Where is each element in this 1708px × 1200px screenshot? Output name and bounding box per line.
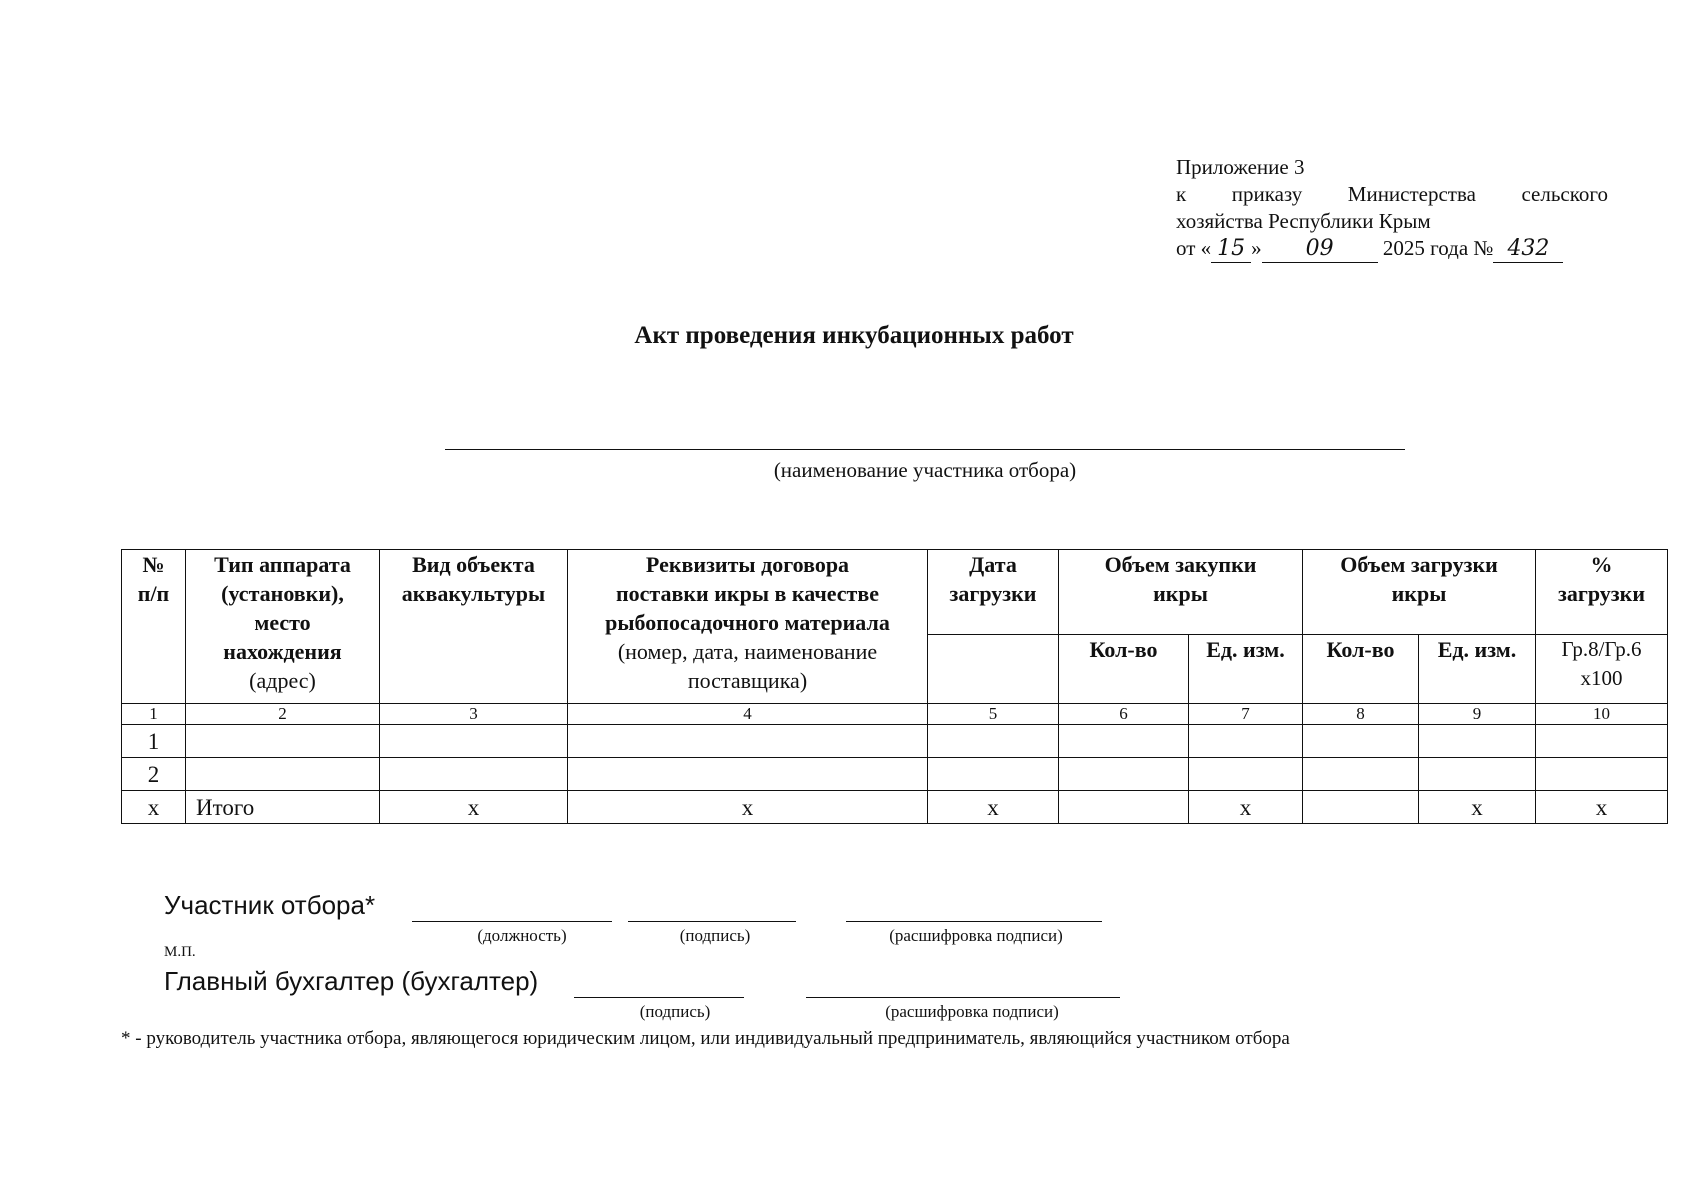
table-cell: x — [1189, 791, 1303, 824]
appendix-ministry: хозяйства Республики Крым — [1176, 209, 1431, 233]
header-text: нахождения — [223, 639, 342, 664]
table-cell: x — [380, 791, 568, 824]
total-label: Итого — [186, 791, 380, 824]
column-number: 4 — [568, 704, 928, 725]
decode-caption: (расшифровка подписи) — [889, 926, 1063, 945]
participant-label: Участник отбора* — [164, 890, 376, 920]
header-text: (номер, дата, наименование поставщика) — [617, 639, 878, 693]
table-cell: x — [568, 791, 928, 824]
table-cell — [1059, 791, 1189, 824]
accountant-signature-line — [574, 997, 744, 998]
table-cell: x — [122, 791, 186, 824]
table-cell — [1536, 725, 1668, 758]
table-row — [122, 758, 1668, 791]
appendix-word: сельского — [1521, 182, 1608, 206]
handwritten-order-number: 432 — [1493, 235, 1563, 263]
table-cell — [1059, 758, 1189, 791]
column-number: 6 — [1059, 704, 1189, 725]
header-text: поставки икры в качестве — [615, 581, 879, 606]
header-load-date — [928, 550, 1059, 635]
header-text: Объем загрузки — [1340, 552, 1498, 577]
stamp-place: М.П. — [164, 944, 196, 960]
date-mid: » — [1251, 236, 1262, 260]
header-qty-purchase: Кол-во — [1059, 635, 1189, 704]
total-row — [122, 791, 1668, 824]
footnote: * - руководитель участника отбора, являющегося юридическим лицом, или индивидуальный предприниматель, являющийся участником отбора — [121, 1028, 1290, 1049]
table-cell: x — [928, 791, 1059, 824]
header-text: загрузки — [1558, 581, 1645, 606]
header-load-percent — [1536, 550, 1668, 635]
column-number: 9 — [1419, 704, 1536, 725]
table-cell — [928, 725, 1059, 758]
table-cell — [928, 758, 1059, 791]
table-cell — [1059, 725, 1189, 758]
header-purchase-volume — [1059, 550, 1303, 635]
appendix-word: к — [1176, 182, 1187, 206]
header-aquaculture-type — [380, 550, 568, 704]
table-cell — [568, 725, 928, 758]
header-unit-purchase: Ед. изм. — [1189, 635, 1303, 704]
header-text: (установки), — [221, 581, 344, 606]
participant-name-caption: (наименование участника отбора) — [773, 458, 1077, 482]
accountant-decode-caption: (расшифровка подписи) — [885, 1002, 1059, 1021]
table-cell — [380, 758, 568, 791]
header-text: Тип аппарата — [214, 552, 351, 577]
header-text: Вид объекта — [412, 552, 535, 577]
header-number — [122, 550, 186, 704]
handwritten-day: 15 — [1211, 235, 1251, 263]
year-text: 2025 года № — [1382, 236, 1494, 260]
table-cell: x — [1419, 791, 1536, 824]
document-title: Акт проведения инкубационных работ — [634, 322, 1074, 349]
header-text: Реквизиты договора — [645, 552, 850, 577]
header-text: (адрес) — [249, 668, 316, 693]
table-cell — [1303, 758, 1419, 791]
column-number: 7 — [1189, 704, 1303, 725]
column-number: 8 — [1303, 704, 1419, 725]
signature-caption: (подпись) — [679, 926, 751, 945]
appendix-block — [1176, 154, 1608, 263]
table-cell — [1303, 725, 1419, 758]
column-number: 3 — [380, 704, 568, 725]
accountant-decode-line — [806, 997, 1120, 998]
column-number: 2 — [186, 704, 380, 725]
header-text: % — [1590, 552, 1613, 577]
header-text: икры — [1391, 581, 1447, 606]
header-row-top — [122, 550, 1668, 635]
table-cell: x — [1536, 791, 1668, 824]
signature-line — [628, 921, 796, 922]
participant-name-line — [445, 449, 1405, 450]
header-text: загрузки — [949, 581, 1037, 606]
table-cell — [1189, 758, 1303, 791]
header-text: Объем закупки — [1104, 552, 1257, 577]
table-cell — [1419, 758, 1536, 791]
date-prefix: от « — [1176, 236, 1212, 260]
header-load-volume — [1303, 550, 1536, 635]
handwritten-month: 09 — [1262, 235, 1378, 263]
header-apparatus-type — [186, 550, 380, 704]
position-line — [412, 921, 612, 922]
table-cell — [186, 758, 380, 791]
table-cell — [1419, 725, 1536, 758]
header-empty-cell — [928, 635, 1059, 704]
table-cell: 1 — [122, 725, 186, 758]
header-text: № — [142, 552, 165, 577]
header-qty-load: Кол-во — [1303, 635, 1419, 704]
header-formula: Гр.8/Гр.6 х100 — [1536, 635, 1668, 704]
header-text: Дата — [969, 552, 1017, 577]
table-cell — [186, 725, 380, 758]
column-number: 5 — [928, 704, 1059, 725]
table-cell: 2 — [122, 758, 186, 791]
column-number-row — [122, 704, 1668, 725]
header-text: рыбопосадочного материала — [605, 610, 890, 635]
appendix-word: Министерства — [1347, 182, 1476, 206]
appendix-number: Приложение 3 — [1176, 155, 1305, 179]
header-text: п/п — [137, 581, 170, 606]
position-caption: (должность) — [477, 926, 567, 945]
decode-line — [846, 921, 1102, 922]
appendix-word: приказу — [1231, 182, 1303, 206]
accountant-signature-caption: (подпись) — [639, 1002, 711, 1021]
table-cell — [1189, 725, 1303, 758]
header-text: место — [254, 610, 311, 635]
table-cell — [1536, 758, 1668, 791]
table-row — [122, 725, 1668, 758]
table-cell — [1303, 791, 1419, 824]
table-cell — [380, 725, 568, 758]
header-text: икры — [1153, 581, 1208, 606]
appendix-date-line — [1176, 235, 1608, 263]
column-number: 10 — [1536, 704, 1668, 725]
table-cell — [568, 758, 928, 791]
header-unit-load: Ед. изм. — [1419, 635, 1536, 704]
incubation-table — [121, 549, 1668, 824]
header-contract-details — [568, 550, 928, 704]
accountant-label: Главный бухгалтер (бухгалтер) — [164, 966, 539, 996]
column-number: 1 — [122, 704, 186, 725]
appendix-order-line — [1176, 181, 1608, 208]
header-text: аквакультуры — [401, 581, 546, 606]
